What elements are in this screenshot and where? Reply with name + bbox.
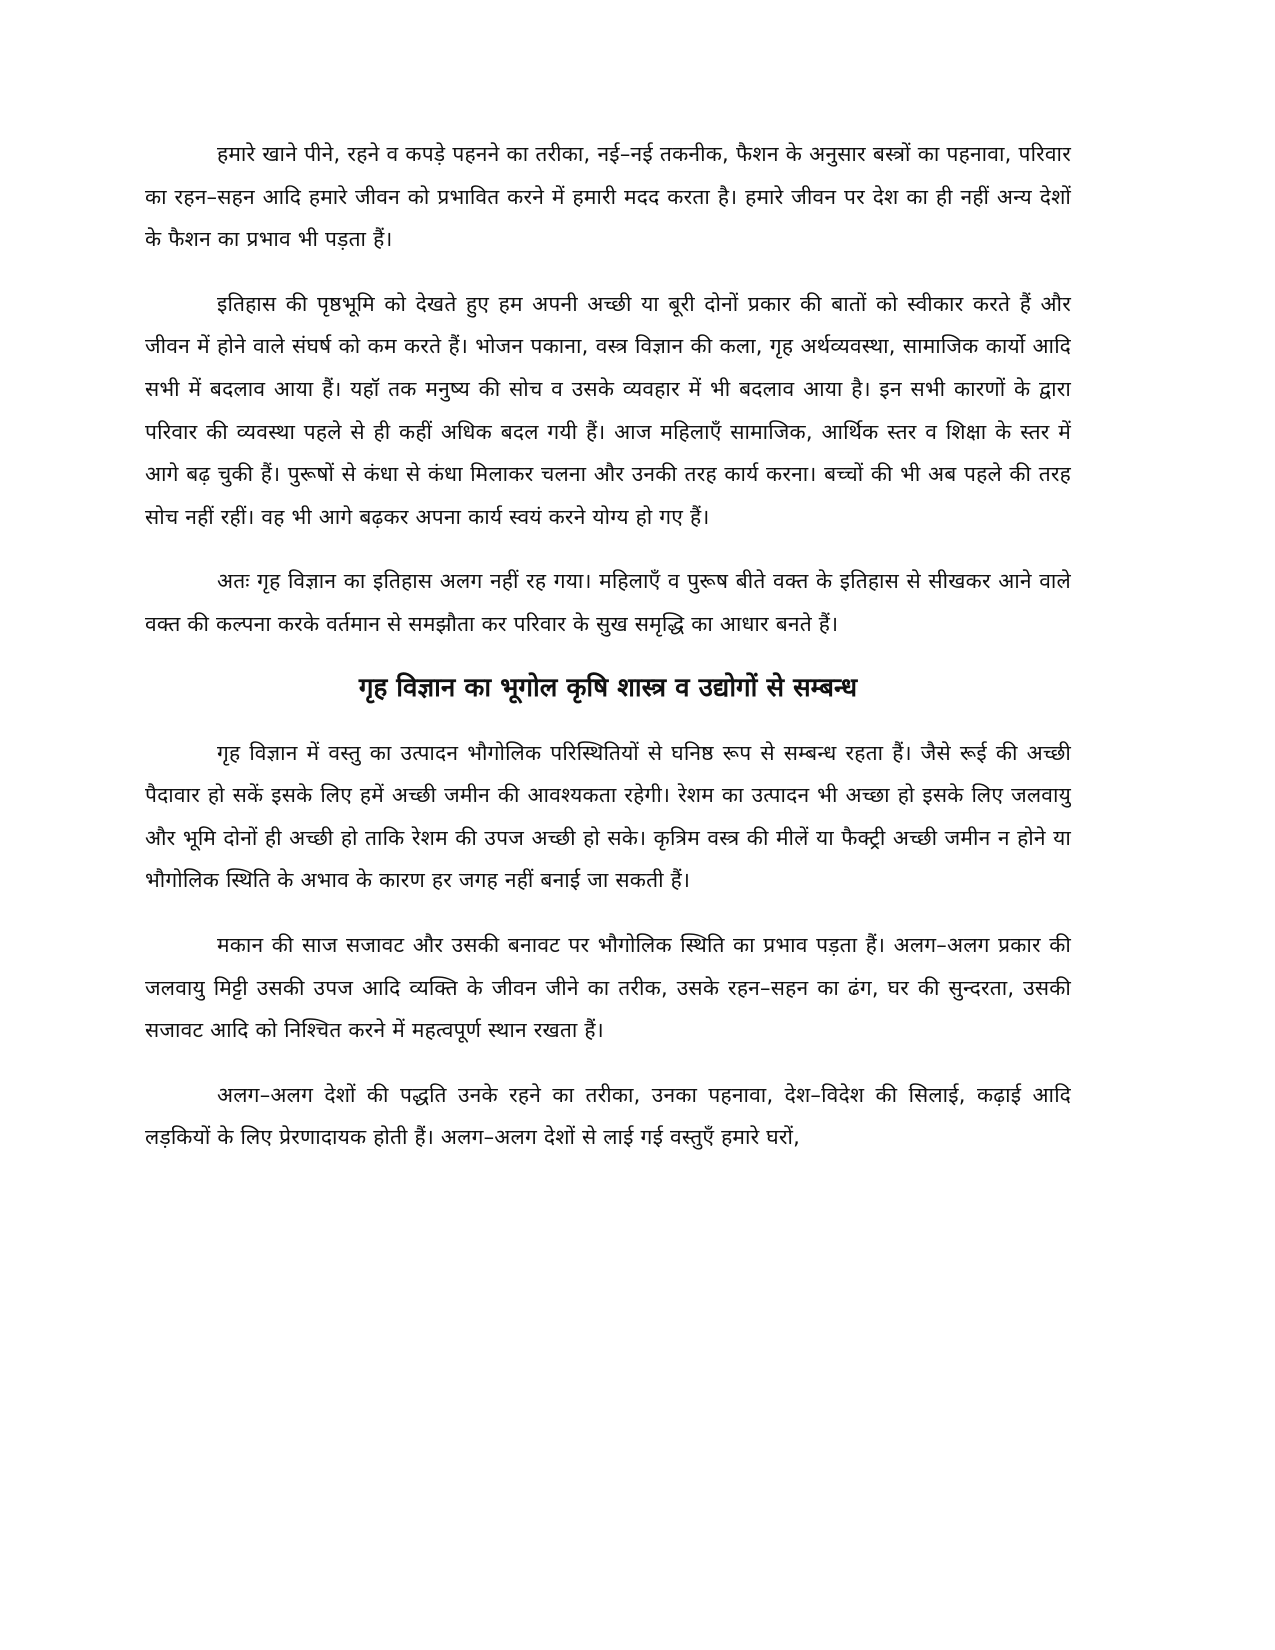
document-page: [145, 133, 1071, 1181]
paragraph-6: अलग–अलग देशों की पद्धति उनके रहने का तरीका, उनका पहनावा, देश–विदेश की सिलाई, कढ़ाई आदि लड़कियों के लिए प्रेरणादायक होती हैं। अलग–अलग देशों से लाई गई वस्तुएँ हमारे घरों,: [145, 1082, 1071, 1150]
paragraph-5: मकान की साज सजावट और उसकी बनावट पर भौगोलिक स्थिति का प्रभाव पड़ता हैं। अलग–अलग प्रकार की जलवायु मिट्टी उसकी उपज आदि व्यक्ति के जीवन जीने का तरीक, उसके रहन–सहन का ढंग, घर की सुन्दरता, उसकी सजावट आदि को निश्चित करने में महत्वपूर्ण स्थान रखता हैं।: [145, 932, 1071, 1043]
paragraph-1: हमारे खाने पीने, रहने व कपड़े पहनने का तरीका, नई–नई तकनीक, फैशन के अनुसार बस्त्रों का पहनावा, परिवार का रहन–सहन आदि हमारे जीवन को प्रभावित करने में हमारी मदद करता है। हमारे जीवन पर देश का ही नहीं अन्य देशों के फैशन का प्रभाव भी पड़ता हैं।: [145, 142, 1071, 252]
paragraph-2: इतिहास की पृष्ठभूमि को देखते हुए हम अपनी अच्छी या बूरी दोनों प्रकार की बातों को स्वीकार करते हैं और जीवन में होने वाले संघर्ष को कम करते हैं। भोजन पकाना, वस्त्र विज्ञान की कला, गृह अर्थव्यवस्था, सामाजिक कार्यो आदि सभी में बदलाव आया हैं। यहॉ तक मनुष्य की सोच व उसके व्यवहार में भी बदलाव आया है। इन सभी कारणों के द्वारा परिवार की व्यवस्था पहले से ही कहीं अधिक बदल गयी हैं। आज महिलाएँ सामाजिक, आर्थिक स्तर व शिक्षा के स्तर में आगे बढ़ चुकी हैं। पुरूषों से कंधा से कंधा मिलाकर चलना और उनकी तरह कार्य करना। बच्चों की भी अब पहले की तरह सोच नहीं रहीं। वह भी आगे बढ़कर अपना कार्य स्वयं करने योग्य हो गए हैं।: [145, 291, 1071, 529]
section-heading: गृह विज्ञान का भूगोल कृषि शास्त्र व उद्योगों से सम्बन्ध: [358, 672, 858, 703]
paragraph-4: गृह विज्ञान में वस्तु का उत्पादन भौगोलिक परिस्थितियों से घनिष्ठ रूप से सम्बन्ध रहता हैं। जैसे रूई की अच्छी पैदावार हो सकें इसके लिए हमें अच्छी जमीन की आवश्यकता रहेगी। रेशम का उत्पादन भी अच्छा हो इसके लिए जलवायु और भूमि दोनों ही अच्छी हो ताकि रेशम की उपज अच्छी हो सके। कृत्रिम वस्त्र की मीलें या फैक्ट्री अच्छी जमीन न होने या भौगोलिक स्थिति के अभाव के कारण हर जगह नहीं बनाई जा सकती हैं।: [145, 740, 1071, 893]
paragraph-3: अतः गृह विज्ञान का इतिहास अलग नहीं रह गया। महिलाएँ व पुरूष बीते वक्त के इतिहास से सीखकर आने वाले वक्त की कल्पना करके वर्तमान से समझौता कर परिवार के सुख समृद्धि का आधार बनते हैं।: [145, 569, 1071, 636]
